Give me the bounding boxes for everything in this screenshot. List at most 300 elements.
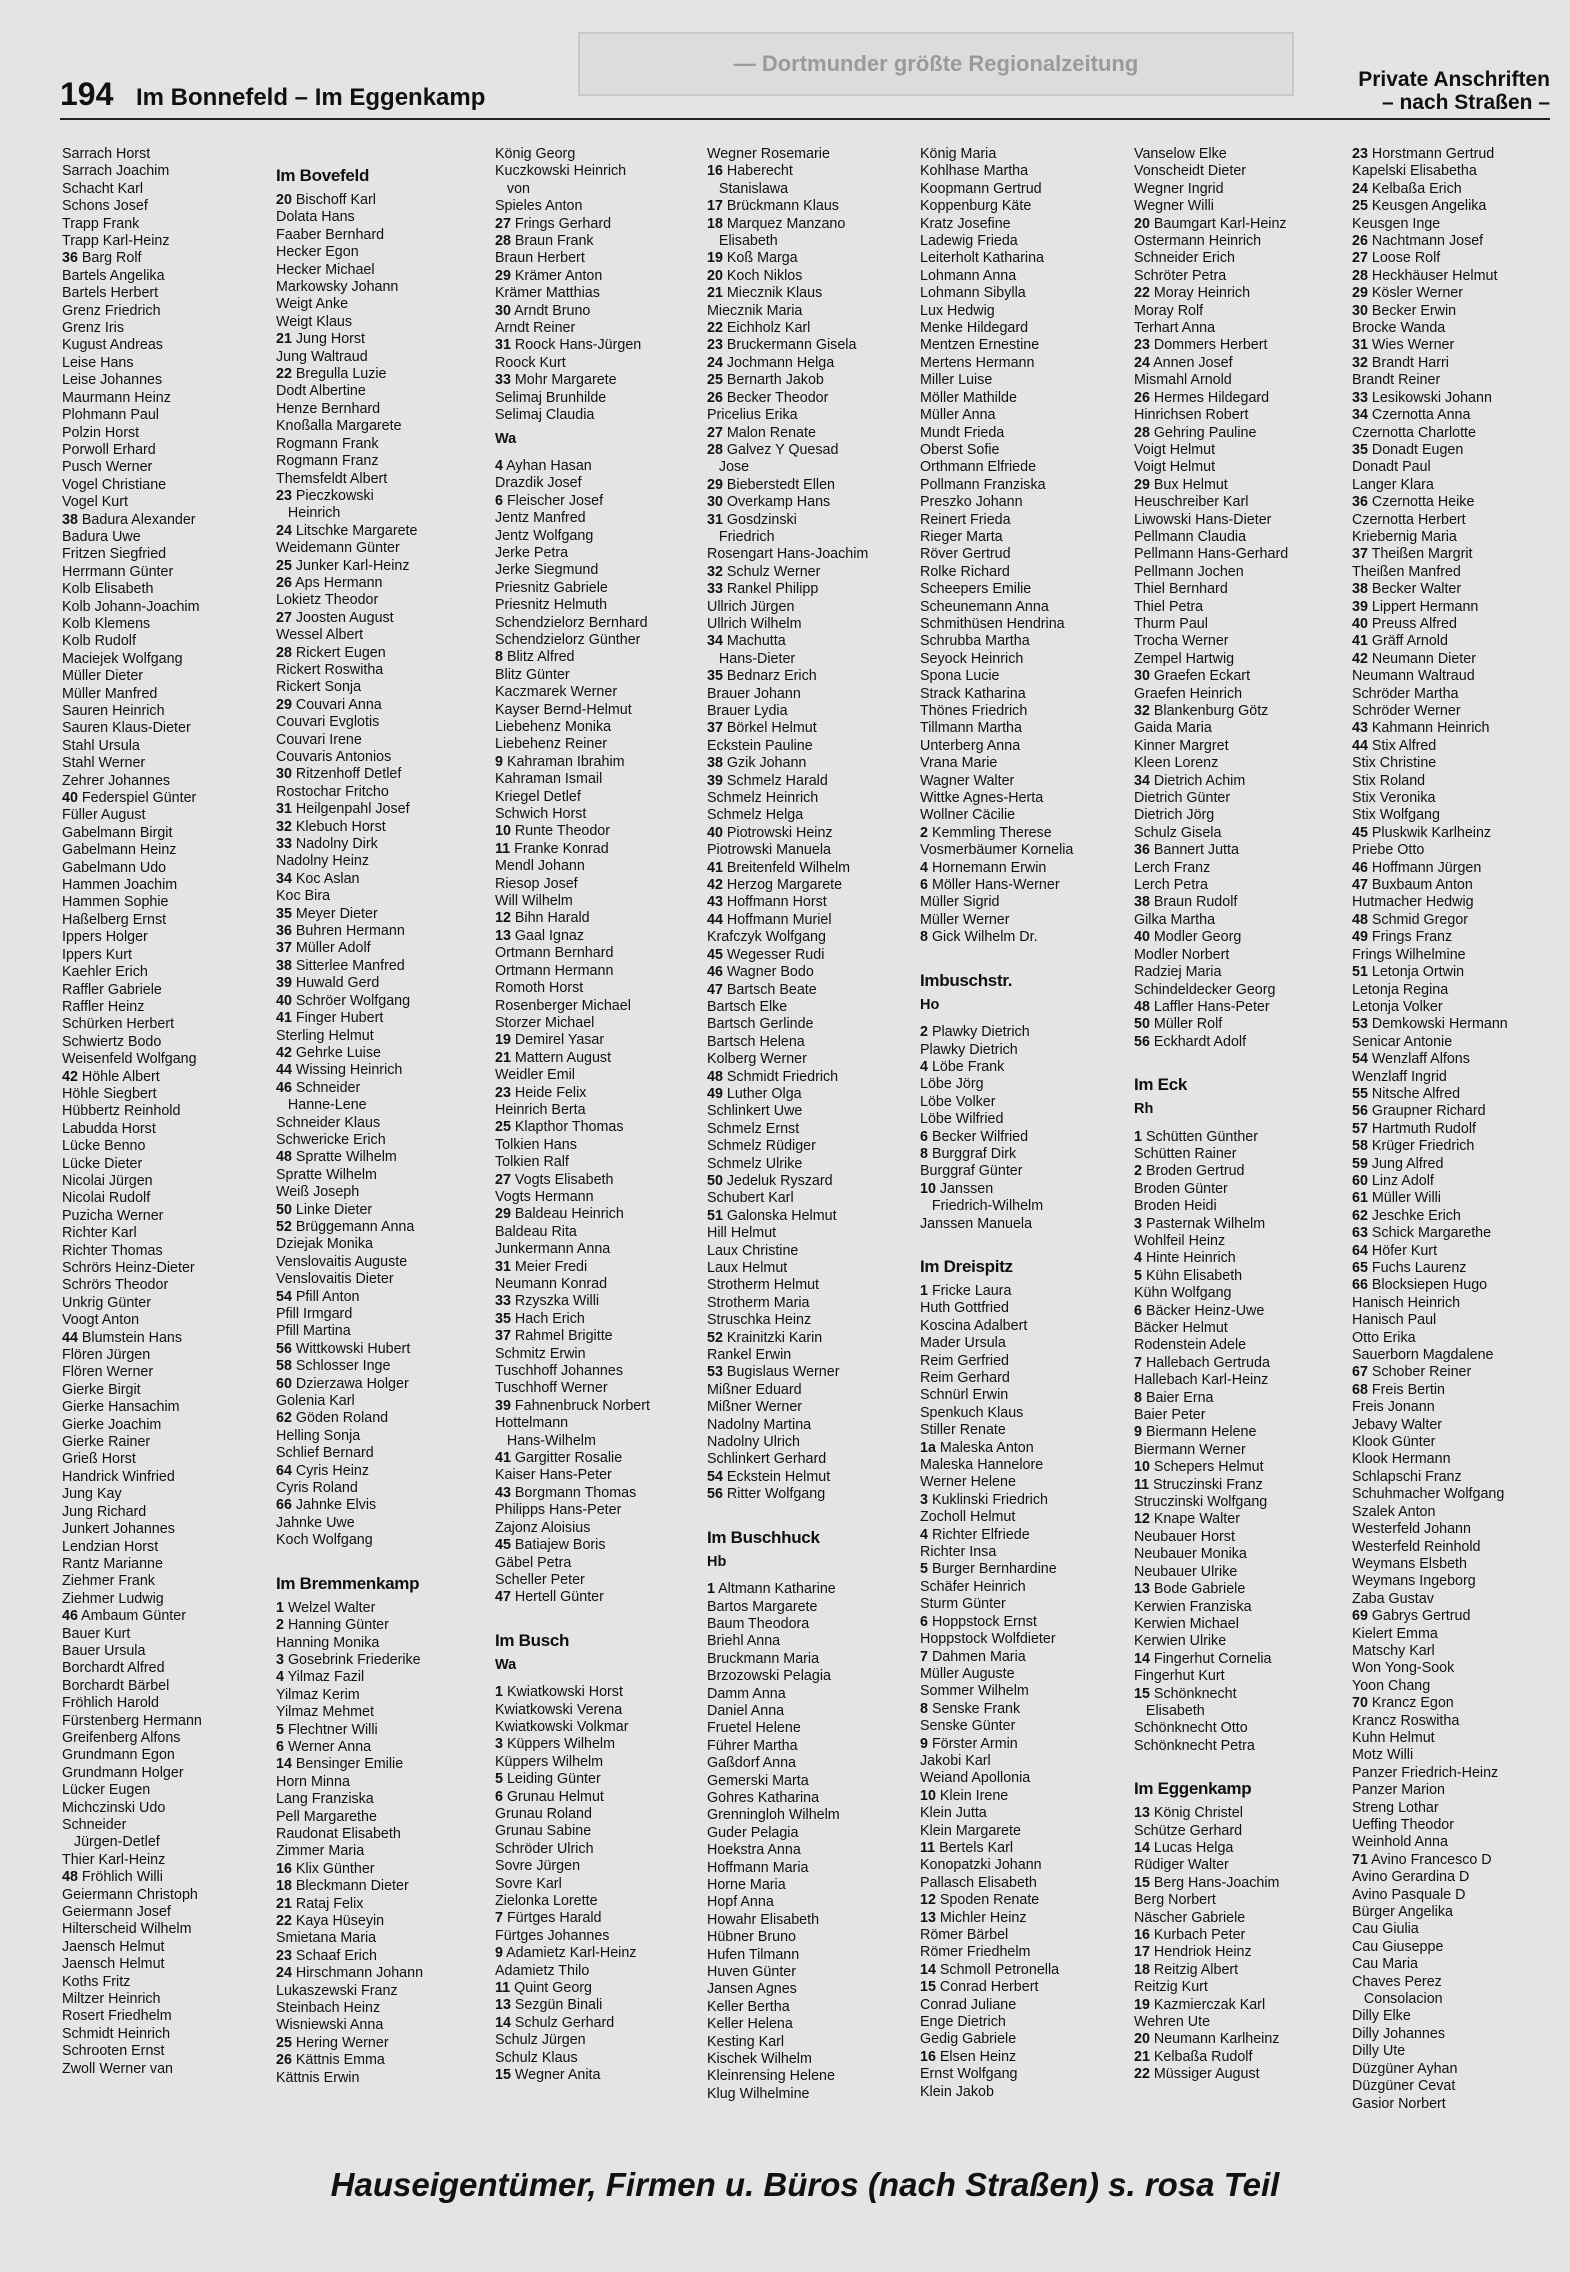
resident-entry [1134,825,1342,842]
house-number: 33 [707,581,723,598]
house-number: 56 [1134,1033,1150,1050]
resident-entry [920,1666,1128,1683]
resident-name: Kaya Hüseyin [295,1913,385,1929]
resident-name: Jansen Agnes [707,1981,797,1998]
resident-name: Schubert Karl [707,1190,794,1207]
resident-entry [1134,1805,1342,1822]
resident-entry [920,1335,1128,1352]
resident-entry [707,1877,915,1894]
resident-entry [495,945,703,962]
resident-entry [1352,773,1560,790]
resident-name: Bartsch Beate [726,981,817,998]
resident-name: Struczinski Wolfgang [1134,1494,1268,1511]
resident-entry [1352,390,1560,407]
resident-entry [1352,599,1560,616]
resident-name: Schütze Gerhard [1134,1822,1243,1839]
house-number: 71 [1352,1851,1368,1868]
resident-entry [707,494,915,511]
resident-name: Schulz Gerhard [514,2014,615,2031]
resident-name: Junkert Johannes [62,1521,175,1538]
house-number: 15 [920,1979,936,1996]
resident-entry [920,2031,1128,2048]
resident-entry [62,1347,270,1364]
resident-entry [276,1739,484,1756]
resident-entry [920,546,1128,563]
resident-name: Letonja Volker [1352,998,1443,1015]
resident-name: Miller Luise [920,372,993,389]
resident-name: Schendzielorz Günther [495,631,641,648]
resident-name: Jung Horst [295,331,366,348]
resident-name: Preuss Alfred [1371,615,1457,632]
resident-entry [495,1719,703,1736]
resident-name: Frings Gerhard [514,215,612,232]
resident-name: Friedrich-Wilhelm [920,1198,1044,1215]
resident-name: Hilterscheid Wilhelm [62,1921,192,1938]
resident-entry [62,477,270,494]
house-number: 15 [1134,1685,1150,1702]
resident-name: Tolkien Hans [495,1136,577,1153]
resident-entry [1352,181,1560,198]
resident-name: Neubauer Monika [1134,1546,1247,1563]
house-number: 8 [920,1700,928,1717]
resident-entry [1352,1190,1560,1207]
resident-entry [1134,1529,1342,1546]
house-number: 21 [1134,2048,1150,2065]
house-number: 69 [1352,1608,1368,1625]
resident-entry [1134,477,1342,494]
resident-name: Galonska Helmut [726,1207,837,1224]
resident-name: Laux Helmut [707,1260,788,1276]
resident-entry [1352,425,1560,442]
house-number: 42 [62,1068,78,1085]
resident-entry [1352,1521,1560,1538]
resident-name: Wegner Willi [1134,198,1214,215]
resident-name: Elisabeth [707,233,778,250]
resident-entry [495,320,703,337]
resident-entry [707,1434,915,1451]
resident-entry [1134,1285,1342,1302]
resident-name: Priesnitz Gabriele [495,579,608,596]
resident-name: Priebe Otto [1352,842,1425,859]
resident-name: Klein Margarete [920,1822,1021,1839]
resident-entry [920,407,1128,424]
resident-entry [1134,512,1342,529]
resident-entry [276,2035,484,2052]
resident-entry [1352,1330,1560,1347]
resident-name: Kleen Lorenz [1134,755,1219,772]
resident-name: Pasternak Wilhelm [1145,1215,1266,1232]
resident-entry [276,766,484,783]
resident-entry [1134,303,1342,320]
resident-entry [1352,1103,1560,1120]
resident-name: Höhle Siegbert [62,1085,157,1102]
resident-name: Schepers Helmut [1153,1459,1264,1476]
resident-entry [62,1295,270,1312]
resident-name: Bertels Karl [939,1839,1014,1856]
resident-name: Bartsch Elke [707,998,788,1015]
resident-entry [495,980,703,997]
resident-name: Schindeldecker Georg [1134,981,1276,998]
house-number: 20 [707,267,723,284]
resident-entry [276,993,484,1010]
resident-name: Weiß Joseph [276,1184,360,1201]
resident-name: Schröter Petra [1134,267,1227,284]
resident-name: Kaehler Erich [62,964,148,981]
resident-name: Rankel Erwin [707,1347,792,1364]
house-number: 4 [920,859,928,876]
resident-entry [1352,1991,1560,2008]
resident-name: Grenningloh Wilhelm [707,1807,840,1824]
resident-name: Schmelz Helga [707,807,804,824]
resident-entry [495,1085,703,1102]
resident-entry [707,1651,915,1668]
resident-entry [1134,1424,1342,1441]
resident-name: Raudonat Elisabeth [276,1825,401,1842]
resident-entry [276,366,484,383]
resident-name: Römer Bärbel [920,1927,1009,1943]
resident-entry [707,1633,915,1650]
resident-name: Riesop Josef [495,875,578,892]
resident-entry [62,1208,270,1225]
resident-entry [495,1893,703,1910]
house-number: 9 [495,753,503,770]
resident-name: Graefen Eckart [1153,668,1251,685]
resident-entry [495,233,703,250]
resident-entry [707,1720,915,1737]
resident-name: Löbe Frank [931,1058,1005,1075]
resident-name: Gilka Martha [1134,911,1216,928]
resident-entry [495,1172,703,1189]
resident-name: Löbe Wilfried [920,1111,1004,1128]
resident-name: Briehl Anna [707,1633,781,1650]
resident-entry [276,1062,484,1079]
resident-entry [707,999,915,1016]
resident-entry [1352,1434,1560,1451]
resident-entry [62,1800,270,1817]
resident-name: Schneider [295,1079,361,1096]
resident-entry [495,1537,703,1554]
resident-name: Schlief Bernard [276,1445,374,1462]
resident-entry [1352,1765,1560,1782]
resident-entry [276,1497,484,1514]
resident-entry [495,1945,703,1962]
resident-name: Avino Gerardina D [1352,1869,1470,1886]
resident-name: Braun Frank [514,233,594,250]
resident-entry [276,1149,484,1166]
resident-name: Donadt Paul [1352,459,1431,476]
resident-entry [1134,1216,1342,1233]
resident-name: Schrörs Theodor [62,1277,169,1294]
resident-entry [276,453,484,470]
resident-name: Kühn Elisabeth [1145,1267,1243,1284]
resident-name: Loose Rolf [1371,250,1441,267]
resident-name: Henze Bernhard [276,400,381,417]
house-number: 46 [276,1079,292,1096]
resident-name: Kolb Elisabeth [62,581,154,598]
resident-entry [62,233,270,250]
resident-entry [1352,1556,1560,1573]
resident-name: Mundt Frieda [920,424,1005,441]
resident-entry [1352,564,1560,581]
resident-name: Eckhardt Adolf [1153,1033,1247,1050]
resident-entry [920,1405,1128,1422]
resident-name: Burggraf Günter [920,1163,1023,1180]
resident-entry [1352,1173,1560,1190]
resident-name: Wegner Rosemarie [707,146,830,162]
resident-name: Runte Theodor [514,823,611,840]
resident-name: Jung Alfred [1371,1155,1444,1172]
house-number: 7 [1134,1354,1142,1371]
resident-name: Krainitzki Karin [726,1329,823,1346]
resident-entry [62,2043,270,2060]
resident-entry [276,1878,484,1895]
resident-name: Wissing Heinrich [295,1062,403,1079]
resident-name: Buxbaum Anton [1371,877,1473,894]
house-number: 53 [707,1364,723,1381]
resident-name: Wehren Ute [1134,2014,1211,2031]
resident-entry [920,425,1128,442]
resident-entry [1134,250,1342,267]
resident-name: Kaiser Hans-Peter [495,1467,612,1484]
resident-entry [495,876,703,893]
resident-name: Göden Roland [295,1410,389,1427]
resident-name: Sovre Jürgen [495,1858,581,1875]
page-number: 194 [60,76,114,112]
resident-name: Möller Hans-Werner [931,877,1060,894]
resident-name: Finger Hubert [295,1010,384,1027]
resident-name: Stix Alfred [1371,737,1437,754]
page-footer-note: Hauseigentümer, Firmen u. Büros (nach Straßen) s. rosa Teil [330,2166,1280,2203]
resident-name: Weymans Elsbeth [1352,1555,1467,1572]
resident-entry [920,1509,1128,1526]
resident-name: Rieger Marta [920,528,1003,545]
resident-entry [707,1173,915,1190]
resident-entry [495,545,703,562]
house-number: 58 [1352,1138,1368,1155]
resident-name: Haberecht [726,163,793,180]
resident-entry [1352,633,1560,650]
house-number: 25 [276,2034,292,2051]
resident-name: Nicolai Rudolf [62,1190,151,1207]
resident-name: Müller Auguste [920,1665,1015,1682]
resident-name: Bleckmann Dieter [295,1878,409,1895]
resident-entry [495,1841,703,1858]
house-number: 10 [495,823,511,840]
resident-name: Weiand Apollonia [920,1770,1031,1787]
resident-name: Pell Margarethe [276,1808,377,1825]
resident-name: Lukaszewski Franz [276,1982,398,1999]
directory-column-3 [495,146,703,2084]
house-number: 18 [707,215,723,232]
resident-name: Lokietz Theodor [276,592,379,609]
resident-name: Chaves Perez [1352,1973,1442,1990]
resident-entry [62,372,270,389]
resident-name: Lerch Petra [1134,877,1208,894]
resident-name: Struschka Heinz [707,1312,812,1329]
resident-name: Tuschhoff Werner [495,1380,608,1397]
resident-name: Keller Helena [707,2016,793,2033]
resident-name: Wenzlaff Ingrid [1352,1068,1447,1085]
resident-name: Bäcker Helmut [1134,1320,1228,1336]
resident-entry [62,807,270,824]
resident-name: Fritzen Siegfried [62,546,167,563]
resident-name: Bartels Herbert [62,285,159,302]
resident-name: Löbe Volker [920,1093,996,1110]
resident-entry [707,616,915,633]
resident-entry [1134,1703,1342,1720]
resident-name: Jürgen-Detlef [62,1834,160,1851]
resident-entry [276,1341,484,1358]
resident-entry [1352,651,1560,668]
resident-entry [62,1834,270,1851]
resident-entry [62,1069,270,1086]
resident-name: Schmidt Friedrich [726,1068,839,1085]
resident-entry [62,512,270,529]
resident-entry [276,1600,484,1617]
house-number: 36 [1352,494,1368,511]
resident-entry [276,227,484,244]
resident-entry [276,1843,484,1860]
house-number: 10 [920,1787,936,1804]
resident-entry [276,1687,484,1704]
resident-entry [495,1589,703,1606]
resident-name: Ueffing Theodor [1352,1817,1455,1833]
resident-entry [276,610,484,627]
resident-entry [495,163,703,180]
house-number: 31 [1352,337,1368,354]
house-number: 25 [495,1119,511,1136]
resident-name: Schröder Martha [1352,685,1459,702]
house-number: 40 [1352,615,1368,632]
resident-entry [276,1896,484,1913]
resident-name: Raffler Heinz [62,998,145,1015]
resident-name: Schober Reiner [1371,1364,1472,1381]
resident-entry [495,754,703,771]
resident-entry [1134,686,1342,703]
resident-entry [1134,651,1342,668]
resident-name: Müssiger August [1153,2066,1260,2083]
house-number: 28 [707,441,723,458]
resident-entry [276,1480,484,1497]
resident-entry [1134,494,1342,511]
resident-entry [495,181,703,198]
resident-entry [495,562,703,579]
resident-entry [276,2070,484,2087]
resident-name: Pallasch Elisabeth [920,1874,1037,1891]
resident-name: Avino Pasquale D [1352,1886,1466,1903]
house-number: 18 [1134,1961,1150,1978]
resident-name: Czernotta Charlotte [1352,424,1476,441]
resident-name: Kwiatkowski Verena [495,1701,623,1718]
resident-entry [276,1983,484,2000]
resident-name: Hendriok Heinz [1153,1944,1252,1961]
resident-name: Weisenfeld Wolfgang [62,1051,197,1068]
resident-entry [1134,1668,1342,1685]
house-number: 9 [920,1735,928,1752]
house-number: 28 [1352,267,1368,284]
resident-entry [1352,1138,1560,1155]
resident-entry [62,1399,270,1416]
house-number: 11 [495,840,511,857]
resident-name: König Maria [920,146,997,162]
resident-name: Lohmann Anna [920,267,1017,284]
resident-entry [707,912,915,929]
resident-entry [920,1042,1128,1059]
resident-name: Schacht Karl [62,180,144,197]
resident-name: Kwiatkowski Volkmar [495,1718,629,1735]
resident-name: Weigt Klaus [276,313,353,330]
house-number: 34 [707,633,723,650]
street-heading: Im Eggenkamp [1134,1779,1252,1799]
resident-entry [276,1428,484,1445]
resident-name: Hanne-Lene [276,1097,367,1114]
resident-entry [707,1190,915,1207]
resident-entry [707,407,915,424]
house-number: 12 [495,910,511,927]
resident-entry [1352,2078,1560,2095]
resident-entry [920,372,1128,389]
resident-name: Laffler Hans-Peter [1153,998,1270,1015]
resident-entry [276,1219,484,1236]
resident-entry [707,929,915,946]
resident-name: Kerwien Franziska [1134,1598,1252,1615]
house-number: 15 [1134,1874,1150,1891]
resident-name: Kolb Klemens [62,615,151,632]
resident-entry [920,494,1128,511]
resident-entry [707,2034,915,2051]
house-number: 65 [1352,1260,1368,1276]
resident-entry [1352,268,1560,285]
house-number: 15 [495,2067,511,2084]
resident-entry [1134,181,1342,198]
house-number: 23 [1134,337,1150,354]
resident-entry [1352,355,1560,372]
resident-entry [707,1703,915,1720]
resident-entry [62,1747,270,1764]
resident-name: Höfer Kurt [1371,1242,1438,1259]
resident-entry [62,1312,270,1329]
resident-entry [495,1806,703,1823]
resident-entry [1134,929,1342,946]
resident-entry [1352,1626,1560,1643]
house-number: 41 [276,1010,292,1027]
resident-entry [62,1939,270,1956]
resident-name: Nadolny Dirk [295,836,378,853]
resident-entry [1134,337,1342,354]
resident-name: Düzgüner Ayhan [1352,2060,1458,2077]
house-number: 57 [1352,1120,1368,1137]
resident-entry [1134,1372,1342,1389]
house-number: 37 [276,940,292,957]
house-number: 33 [1352,389,1368,406]
resident-name: Vanselow Elke [1134,146,1227,162]
house-number: 14 [276,1756,292,1773]
house-number: 16 [707,163,723,180]
resident-entry [495,1502,703,1519]
resident-entry [1134,1840,1342,1857]
resident-name: Cyris Roland [276,1480,358,1497]
resident-entry [920,1561,1128,1578]
house-number: 6 [1134,1302,1142,1319]
district-code: Ho [920,996,940,1013]
resident-name: Machutta [726,633,786,650]
resident-entry [276,819,484,836]
resident-name: Müller Sigrid [920,894,1000,911]
resident-entry [707,1773,915,1790]
resident-name: Ippers Holger [62,929,148,946]
resident-name: Westerfeld Johann [1352,1521,1471,1538]
directory-column-6 [1134,146,1342,2084]
